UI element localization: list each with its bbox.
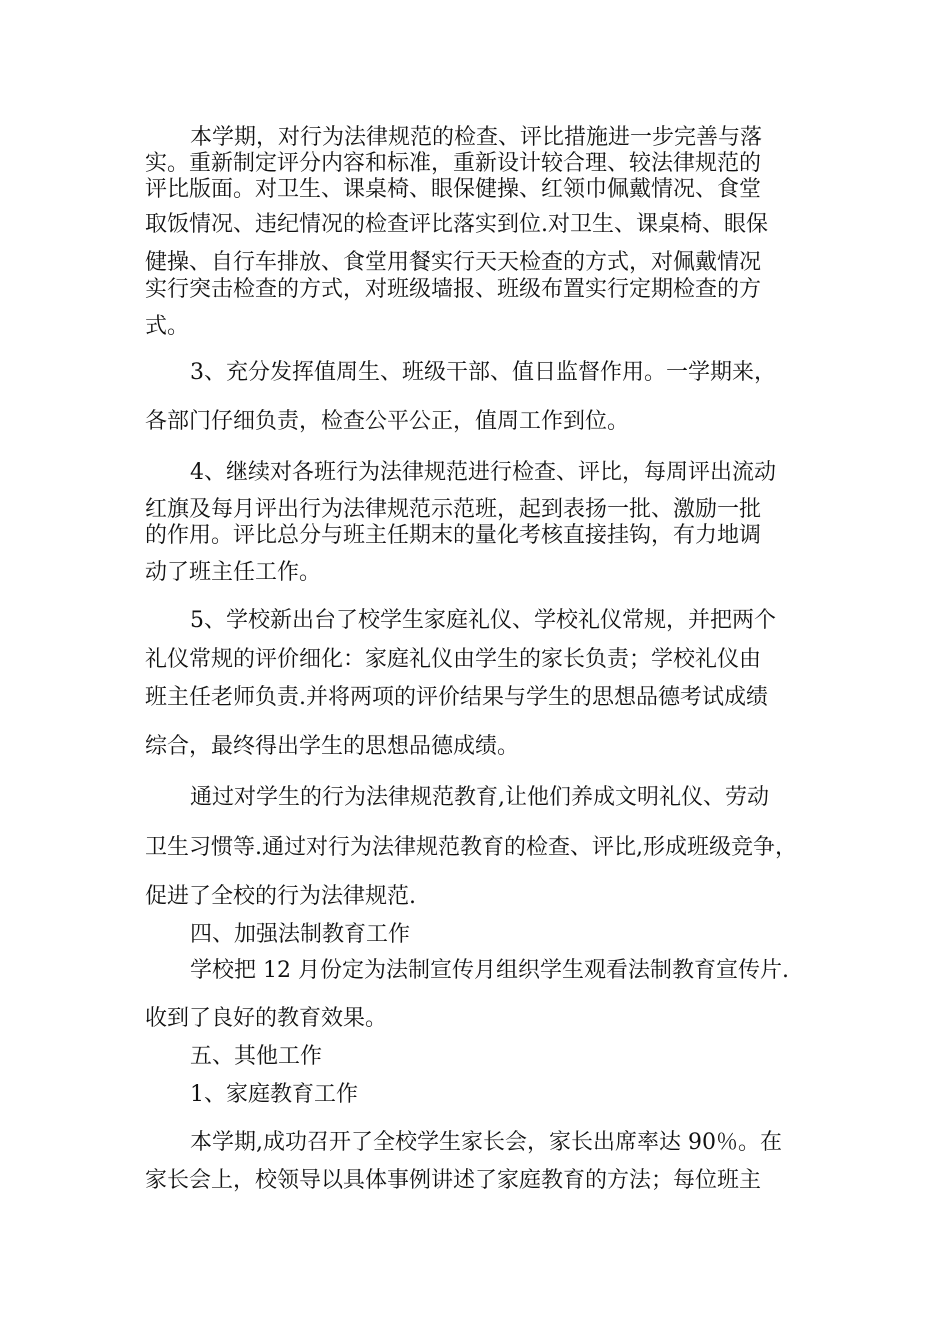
paragraph-line: 各部门仔细负责，检查公平公正，值周工作到位。 xyxy=(145,409,630,434)
section-heading: 四、加强法制教育工作 xyxy=(190,922,411,947)
subsection-heading: 1、家庭教育工作 xyxy=(190,1082,358,1107)
paragraph-line: 通过对学生的行为法律规范教育,让他们养成文明礼仪、劳动 xyxy=(190,785,769,810)
paragraph-line: 家长会上，校领导以具体事例讲述了家庭教育的方法；每位班主 xyxy=(145,1168,762,1193)
paragraph-line: 学校把 12 月份定为法制宣传月组织学生观看法制教育宣传片. xyxy=(190,958,789,983)
paragraph-line: 健操、自行车排放、食堂用餐实行天天检查的方式，对佩戴情况 xyxy=(145,250,762,275)
paragraph-line: 红旗及每月评出行为法律规范示范班，起到表扬一批、激励一批 xyxy=(145,497,762,522)
paragraph-line: 的作用。评比总分与班主任期末的量化考核直接挂钩，有力地调 xyxy=(145,523,762,548)
paragraph-line: 取饭情况、违纪情况的检查评比落实到位.对卫生、课桌椅、眼保 xyxy=(145,212,768,237)
paragraph-line: 促进了全校的行为法律规范. xyxy=(145,884,416,909)
paragraph-line: 5、学校新出台了校学生家庭礼仪、学校礼仪常规，并把两个 xyxy=(190,608,776,633)
paragraph-line: 实行突击检查的方式，对班级墙报、班级布置实行定期检查的方 xyxy=(145,277,762,302)
paragraph-line: 实。重新制定评分内容和标准，重新设计较合理、较法律规范的 xyxy=(145,151,762,176)
paragraph-line: 本学期，对行为法律规范的检查、评比措施进一步完善与落 xyxy=(190,125,763,150)
paragraph-line: 收到了良好的教育效果。 xyxy=(145,1006,388,1031)
paragraph-line: 式。 xyxy=(145,314,190,339)
paragraph-line: 礼仪常规的评价细化：家庭礼仪由学生的家长负责；学校礼仪由 xyxy=(145,647,762,672)
paragraph-line: 3、充分发挥值周生、班级干部、值日监督作用。一学期来， xyxy=(190,360,776,385)
paragraph-line: 本学期,成功召开了全校学生家长会，家长出席率达 90％。在 xyxy=(190,1130,782,1155)
paragraph-line: 评比版面。对卫生、课桌椅、眼保健操、红领巾佩戴情况、食堂 xyxy=(145,177,762,202)
paragraph-line: 综合，最终得出学生的思想品德成绩。 xyxy=(145,734,520,759)
paragraph-line: 动了班主任工作。 xyxy=(145,560,322,585)
paragraph-line: 班主任老师负责.并将两项的评价结果与学生的思想品德考试成绩 xyxy=(145,685,768,710)
section-heading: 五、其他工作 xyxy=(190,1044,323,1069)
paragraph-line: 4、继续对各班行为法律规范进行检查、评比，每周评出流动 xyxy=(190,460,776,485)
paragraph-line: 卫生习惯等.通过对行为法律规范教育的检查、评比,形成班级竞争， xyxy=(145,835,797,860)
